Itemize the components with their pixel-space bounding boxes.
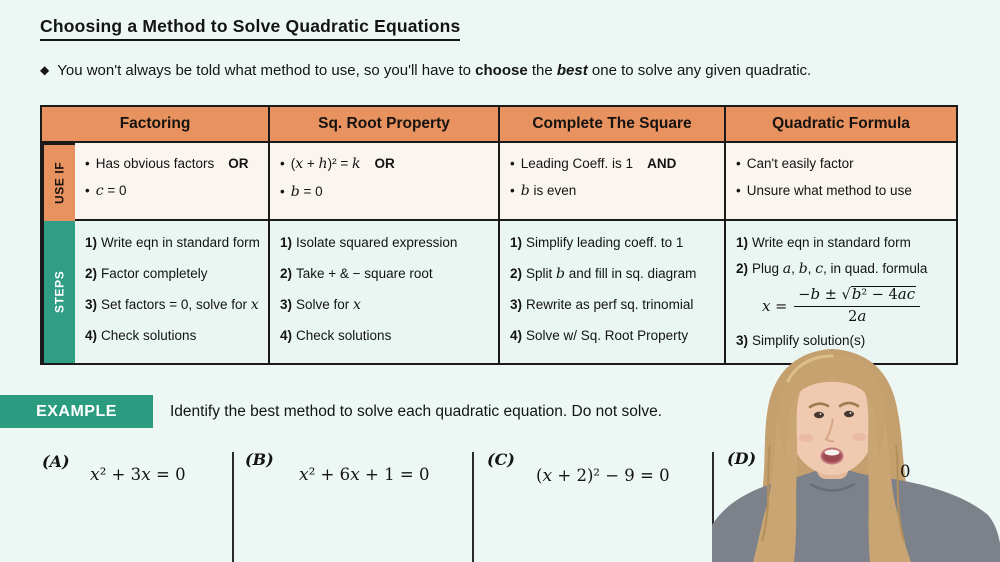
presenter-teeth [825, 450, 840, 456]
radical-sign: √ [841, 287, 851, 303]
intro-bullet [40, 62, 811, 79]
steps-quadratic-formula: 1) Write eqn in standard form 2) Plug a, b, c, in quad. formula x = $\frac{\text{−b ± √b² − 4ac}}{2a}$ 3) Simplify solution(s) [726, 221, 956, 363]
problem-a-label: (A) [42, 452, 70, 471]
row-label-steps: STEPS [42, 221, 75, 363]
header-quadratic-formula: Quadratic Formula [726, 107, 956, 143]
header-complete-square: Complete The Square [500, 107, 726, 143]
bullet-text: the [527, 62, 557, 79]
problem-c-equation: (x + 2)² − 9 = 0 [536, 466, 670, 486]
header-sqroot: Sq. Root Property [270, 107, 500, 143]
steps-complete-square: 1) Simplify leading coeff. to 1 2) Split b and fill in sq. diagram 3) Rewrite as perf sq. trinomial 4) Solve w/ Sq. Root Property [500, 221, 726, 363]
problem-d-label: (D) [727, 449, 757, 468]
row-label-use-if: USE IF [42, 143, 75, 221]
diamond-icon: ◆ [40, 63, 50, 77]
problem-b-equation: x² + 6x + 1 = 0 [299, 465, 430, 485]
bullet-text: one to solve any given quadratic. [587, 62, 812, 79]
column-divider [472, 452, 474, 562]
use-if-complete-square: • Leading Coeff. is 1 AND • b is even [500, 143, 726, 221]
steps-sqroot: 1) Isolate squared expression 2) Take + & − square root 3) Solve for x 4) Check solutions [270, 221, 500, 363]
presenter-eye [844, 411, 854, 417]
problem-b-label: (B) [245, 450, 274, 469]
problem-d-equation-visible-fragment: 0 [900, 462, 911, 481]
presenter-shirt [712, 469, 1000, 562]
example-badge: EXAMPLE [0, 395, 153, 428]
method-comparison-table [40, 105, 958, 365]
problem-c-label: (C) [487, 450, 515, 469]
use-if-factoring: • Has obvious factors OR • c = 0 [75, 143, 270, 221]
bullet-bold: choose [475, 62, 528, 79]
example-prompt: Identify the best method to solve each quadratic equation. Do not solve. [170, 403, 663, 420]
presenter-eye [814, 412, 824, 418]
page-title: Choosing a Method to Solve Quadratic Equations [40, 16, 460, 41]
bullet-text: You won't always be told what method to use, so you'll have to [57, 62, 476, 79]
header-factoring: Factoring [42, 107, 270, 143]
problem-a-equation: x² + 3x = 0 [90, 465, 186, 485]
steps-factoring: 1) Write eqn in standard form 2) Factor completely 3) Set factors = 0, solve for x 4) Check solutions [75, 221, 270, 363]
use-if-sqroot: • (x + h)² = k OR • b = 0 [270, 143, 500, 221]
use-if-quadratic-formula: • Can't easily factor • Unsure what method to use [726, 143, 956, 221]
bullet-bold-italic: best [556, 62, 588, 79]
column-divider [232, 452, 234, 562]
quadratic-formula-equation: x = $\frac{\text{−b ± √b² − 4ac}}{2a}$ [762, 286, 950, 326]
